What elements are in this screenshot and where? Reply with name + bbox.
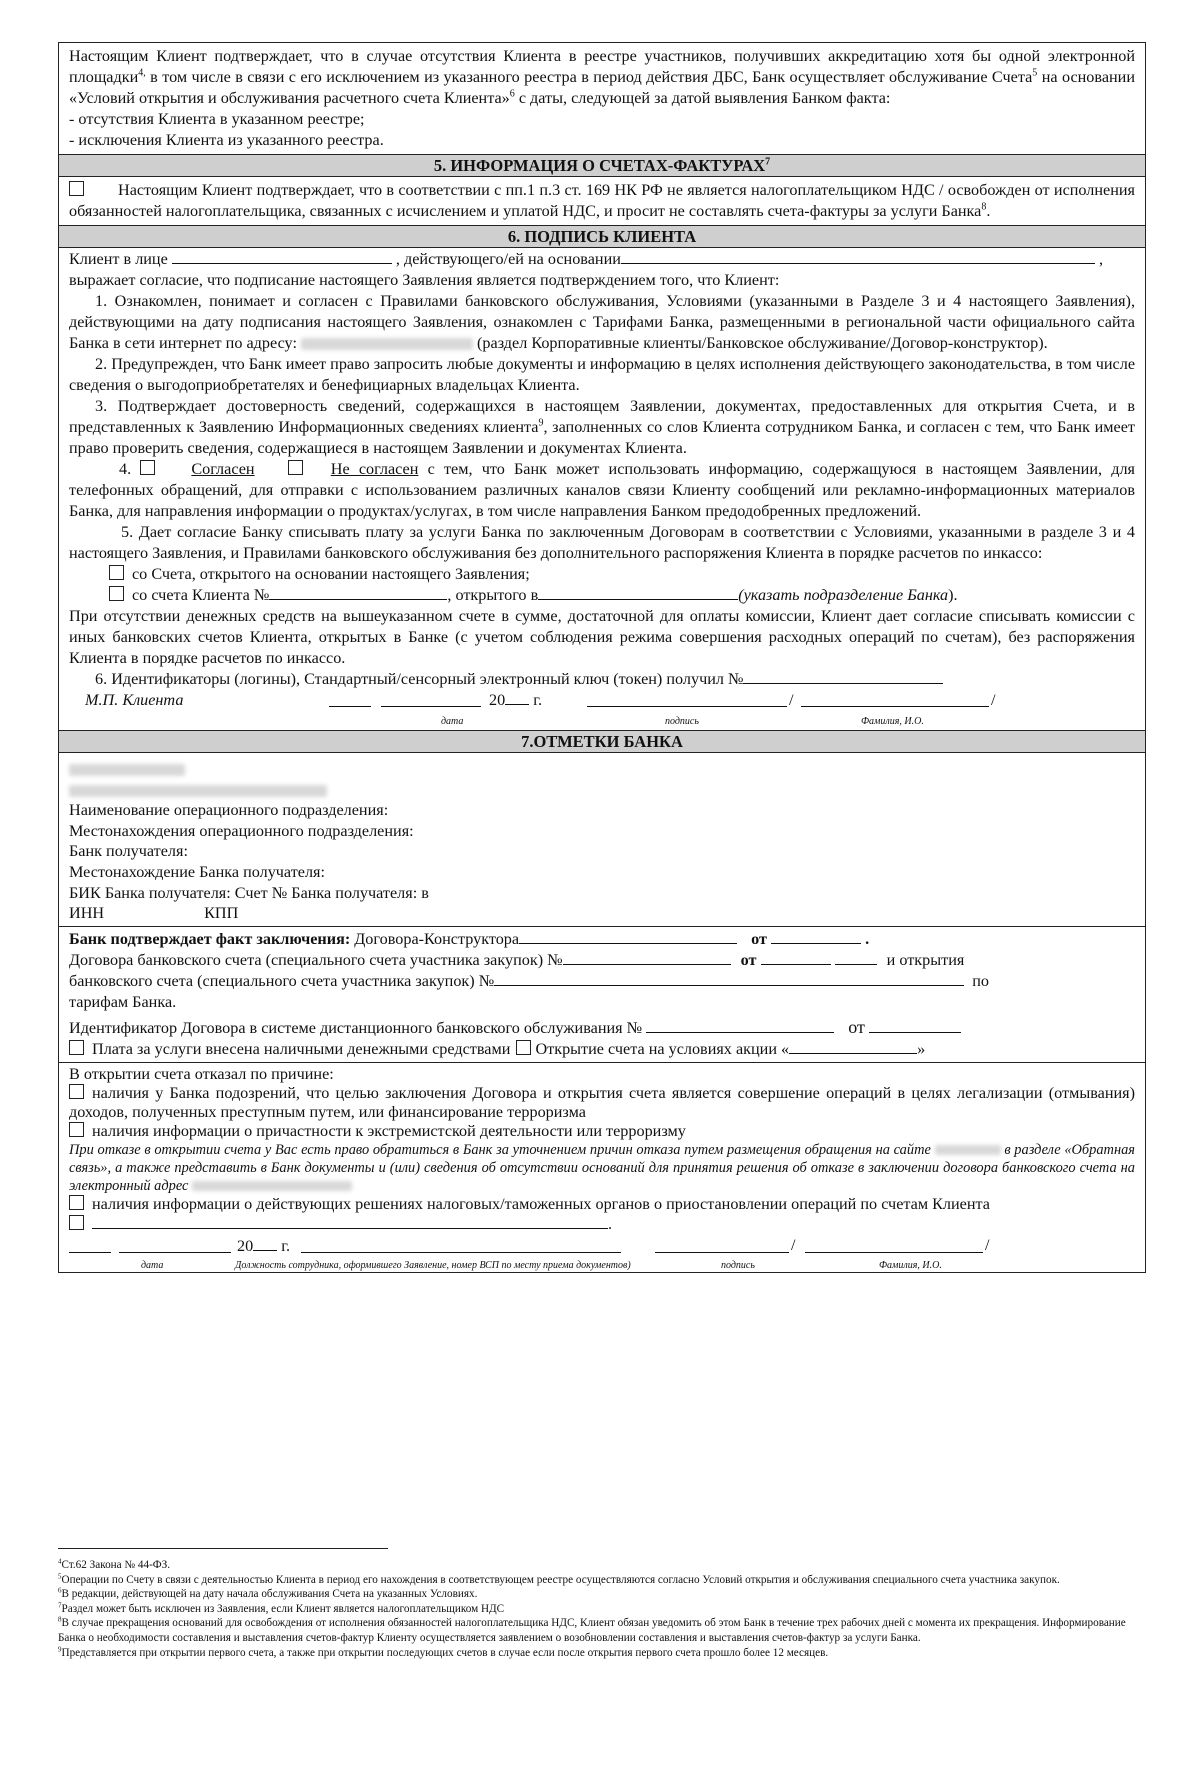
disagree-label: Не согласен [330,460,419,478]
footnote: $^9$Представляется при открытии первого счета, а также при открытии последующих счетов в случае если после открытия первого счета прошло более 12 месяцев. [58,1644,829,1659]
account-contract-row: Договора банковского счета (специального счета участника закупок) № от и открытия [69,950,965,969]
redacted-bank-name [69,764,185,776]
footnote: $^4$Ст.62 Закона № 44-ФЗ. [58,1557,171,1571]
constructor-contract-number[interactable] [519,929,737,944]
consent-item-4: 4. Согласен Не согласен с тем, что Банк может использовать информацию, содержащуюся в настоящем Заявлении, для телефонных обращений, для отправки с использованием различных каналов связи Клиенту сообщений или рекламно-информационных материалов Банка, для направления информации о продуктах/услугах, в том числе направления Банком предодобренных предложений. [69,460,1136,520]
redacted-website [301,338,473,350]
redacted-site [935,1145,1001,1155]
section-6-header: 6. ПОДПИСЬ КЛИЕНТА [59,225,1145,248]
refusal-extremism-checkbox[interactable] [69,1122,84,1137]
bank-day-field[interactable] [69,1238,111,1253]
bank-position-field[interactable] [301,1238,621,1253]
tariffs-line: тарифам Банка. [69,992,177,1011]
bank-branch-field[interactable] [538,585,738,600]
bank-signature-field[interactable] [655,1238,789,1253]
recipient-bank-location-label: Местонахождение Банка получателя: [69,862,325,881]
client-basis-field[interactable] [621,249,1095,264]
refusal-reason-1: наличия у Банка подозрений, что целью заключения Договора и открытия счета является совершение операций в целях легализации (отмывания) доходов, полученных преступным путем, или финансирование терроризма [69,1083,1135,1121]
vat-exempt-checkbox[interactable] [69,181,84,196]
section-4-item-1: - отсутствия Клиента в указанном реестре; [69,110,365,128]
client-signature-row: М.П. Клиента 20 г. / / дата подпись Фамилия, И.О. [85,691,996,727]
bik-account-label: БИК Банка получателя: Счет № Банка получателя: в [69,883,429,902]
agree-label: Согласен [191,460,255,478]
refusal-other-row: . [69,1214,1135,1234]
rbs-contract-date[interactable] [869,1018,961,1033]
promo-name-field[interactable] [789,1039,917,1054]
redacted-email [192,1181,352,1191]
section-4-item-2: - исключения Клиента из указанного реестра. [69,131,384,149]
account-contract-number[interactable] [563,950,731,965]
insufficient-funds-clause: При отсутствии денежных средств на вышеуказанном счете в сумме, достаточной для оплаты комиссии, Клиент дает согласие списывать комиссии с иных банковских счетов Клиента, открытых в Банке (с учетом соблюдения режима совершения расходных операций по счетам), без распоряжения Клиента в порядке расчетов по инкассо. [69,607,1135,667]
refusal-title: В открытии счета отказал по причине: [69,1064,334,1083]
consent-item-2: 2. Предупрежден, что Банк имеет право запросить любые документы и информацию в целях исполнения действующего законодательства, в том числе сведения о выгодоприобретателях и бенефициарных владельцах Клиента. [69,355,1136,394]
form-frame [58,42,1146,1273]
refusal-other-checkbox[interactable] [69,1215,84,1230]
other-account-number-field[interactable] [269,585,447,600]
rbs-contract-number[interactable] [646,1018,834,1033]
section-5-body: Настоящим Клиент подтверждает, что в соответствии с пп.1 п.3 ст. 169 НК РФ не является налогоплательщиком НДС / освобожден от исполнения обязанностей налогоплательщика, связанных с исчислением и уплатой НДС, и просит не составлять счета-фактуры за услуги Банка$^8$. [69,181,1135,220]
bank-details-block [59,753,1145,926]
agree-checkbox[interactable] [140,460,155,475]
op-unit-name-label: Наименование операционного подразделения: [69,801,389,820]
account-open-number[interactable] [494,971,964,986]
footnote: $^6$В редакции, действующей на дату начала обслуживания Счета на указанных Условиях. [58,1586,478,1601]
consent-item-1: 1. Ознакомлен, понимает и согласен с Правилами банковского обслуживания, Условиями (указанными в Разделе 3 и 4 настоящего Заявления), действующими на дату подписания настоящего Заявления, ознакомлен с Тарифами Банка, размещенными в региональной части официального сайта Банка в сети интернет по адресу: (раздел Корпоративные клиенты/Банковское обслуживание/Договор-конструктор). [69,292,1135,352]
section-5-header: 5. ИНФОРМАЦИЯ О СЧЕТАХ-ФАКТУРАХ$^7$ [59,154,1145,177]
bank-signature-row: 20 г. / / дата Должность сотрудника, оформившего Заявление, номер ВСП по месту приема документов) подпись Фамилия, И.О. [69,1236,1135,1270]
section-4-tail [59,43,1145,154]
account-contract-date[interactable] [761,950,831,965]
refusal-appeal-note: При отказе в открытии счета у Вас есть право обратиться в Банк за уточнением причин отказа путем размещения обращения на сайте в разделе «Обратная связь», а также представить в Банк документы и (или) сведения об отсутствии оснований для принятия решения об отказе в заключении договора банковского счета на электронный адрес [69,1141,1135,1194]
client-representative-field[interactable] [172,249,392,264]
debit-this-account-checkbox[interactable] [109,565,124,580]
consent-intro: выражает согласие, что подписание настоящего Заявления является подтверждением того, что Клиент: [69,271,780,289]
refusal-reason-3: наличия информации о действующих решениях налоговых/таможенных органов о приостановлении операций по счетам Клиента [69,1195,1135,1214]
refusal-block [59,1062,1145,1272]
client-representative-line: Клиент в лице , действующего/ей на основании , [69,250,1104,268]
rbs-contract-row: Идентификатор Договора в системе дистанционного банковского обслуживания № от [69,1017,1135,1039]
footnote: $^5$Операции по Счету в связи с деятельностью Клиента в период его нахождения в соответствующем реестре осуществляются согласно Условий открытия и обслуживания специального счета участника закупок. [58,1571,1060,1586]
bank-name-field[interactable] [805,1238,983,1253]
redacted-bank-address [69,785,327,797]
client-month-field[interactable] [381,692,481,707]
section-7-header: 7.ОТМЕТКИ БАНКА [59,730,1145,753]
client-signature-field[interactable] [587,692,787,707]
inn-kpp-row: ИНН КПП [69,904,239,923]
consent-item-3: 3. Подтверждает достоверность сведений, содержащихся в настоящем Заявлении, документах, предоставленных для открытия Счета, и в представленных к Заявлению Информационных сведениях клиента$^9$, заполненных со слов Клиента сотрудником Банка, и согласен с тем, что Банк имеет право проверить сведения, содержащиеся в настоящем Заявлении и документах Клиента. [69,397,1135,457]
consent-item-6: 6. Идентификаторы (логины), Стандартный/сенсорный электронный ключ (токен) получил № [69,669,1135,690]
section-6-body [59,248,1145,730]
footnote-divider [58,1548,388,1549]
op-unit-location-label: Местонахождения операционного подразделения: [69,821,414,840]
section-4-paragraph: Настоящим Клиент подтверждает, что в случае отсутствия Клиента в реестре участников, получивших аккредитацию хотя бы одной электронной площадки$^{4,}$ в том числе в связи с его исключением из указанного реестра в период действия ДБС, Банк осуществляет обслуживание Счета$^5$ на основании «Условий открытия и обслуживания расчетного счета Клиента»$^6$ с даты, следующей за датой выявления Банком факта: [69,47,1135,107]
refusal-tax-checkbox[interactable] [69,1195,84,1210]
constructor-contract-row: Банк подтверждает факт заключения: Договора-Конструктора от . [69,929,870,948]
recipient-bank-label: Банк получателя: [69,842,188,861]
bank-confirmation-block [59,926,1145,1062]
footnotes [58,1558,1138,1660]
debit-other-account-checkbox[interactable] [109,586,124,601]
disagree-checkbox[interactable] [288,460,303,475]
account-open-row: банковского счета (специального счета участника закупок) № по [69,971,989,990]
footnote: $^7$Раздел может быть исключен из Заявления, если Клиент является налогоплательщиком НДС [58,1601,505,1615]
constructor-contract-date[interactable] [771,929,861,944]
client-name-field[interactable] [801,692,989,707]
debit-option-2: со счета Клиента № , открытого в (указать подразделение Банка). [109,585,1135,606]
refusal-other-field[interactable] [92,1214,608,1229]
refusal-aml-checkbox[interactable] [69,1084,84,1099]
consent-item-5: 5. Дает согласие Банку списывать плату за услуги Банка по заключенным Договорам в соответствии с Условиями, указанными в разделе 3 и 4 настоящего Заявления, и Правилами банковского обслуживания без дополнительного распоряжения Клиента в порядке расчетов по инкассо: [69,523,1135,562]
promo-opening-checkbox[interactable] [516,1040,531,1055]
client-stamp-label: М.П. Клиента [85,691,184,709]
debit-option-1: со Счета, открытого на основании настоящего Заявления; [109,564,1135,585]
bank-month-field[interactable] [119,1238,231,1253]
footnote: $^8$В случае прекращения оснований для освобождения от исполнения обязанностей налогоплательщика НДС, Клиент обязан уведомить об этом Банк в течение трех рабочих дней с момента их прекращения. Информирование Банка о необходимости составления и выставления счетов-фактур Клиенту осуществляется заявлением о возобновлении составления и выставления счетов-фактур за услуги Банка. [58,1615,1126,1644]
refusal-reason-2: наличия информации о причастности к экстремистской деятельности или терроризму [69,1122,1135,1141]
cash-payment-row: Плата за услуги внесена наличными денежными средствами Открытие счета на условиях акции « » [69,1039,1135,1060]
client-day-field[interactable] [329,692,371,707]
cash-payment-checkbox[interactable] [69,1040,84,1055]
token-number-field[interactable] [743,669,943,684]
